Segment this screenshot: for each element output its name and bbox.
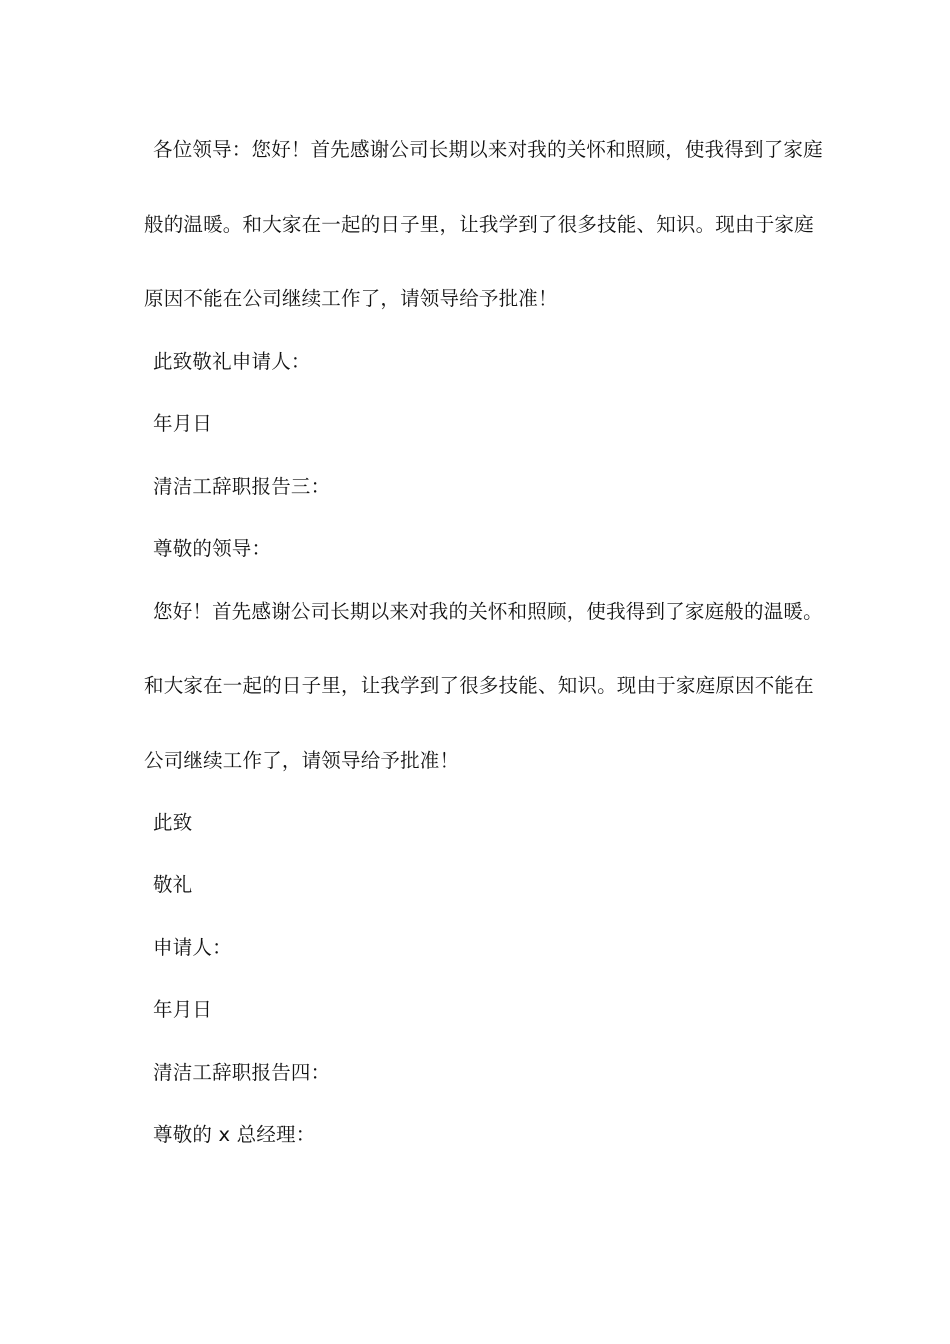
date-line: 年月日 bbox=[153, 412, 213, 435]
closing-line: 敬礼 bbox=[153, 873, 193, 896]
date-line: 年月日 bbox=[153, 998, 213, 1021]
paragraph-line: 公司继续工作了，请领导给予批准！ bbox=[144, 749, 460, 772]
closing-line: 此致 bbox=[153, 811, 193, 834]
paragraph-line: 各位领导：您好！首先感谢公司长期以来对我的关怀和照顾，使我得到了家庭 bbox=[153, 138, 823, 161]
salutation: 尊敬的 x 总经理： bbox=[153, 1123, 316, 1146]
section-heading: 清洁工辞职报告四： bbox=[153, 1061, 331, 1084]
paragraph-line: 原因不能在公司继续工作了，请领导给予批准！ bbox=[144, 287, 558, 310]
section-heading: 清洁工辞职报告三： bbox=[153, 475, 331, 498]
closing-line: 此致敬礼申请人： bbox=[153, 350, 311, 373]
paragraph-line: 您好！首先感谢公司长期以来对我的关怀和照顾，使我得到了家庭般的温暖。 bbox=[153, 600, 823, 623]
paragraph-line: 和大家在一起的日子里，让我学到了很多技能、知识。现由于家庭原因不能在 bbox=[144, 674, 814, 697]
paragraph-line: 般的温暖。和大家在一起的日子里，让我学到了很多技能、知识。现由于家庭 bbox=[144, 213, 814, 236]
applicant-line: 申请人： bbox=[153, 936, 232, 959]
salutation: 尊敬的领导： bbox=[153, 537, 272, 560]
